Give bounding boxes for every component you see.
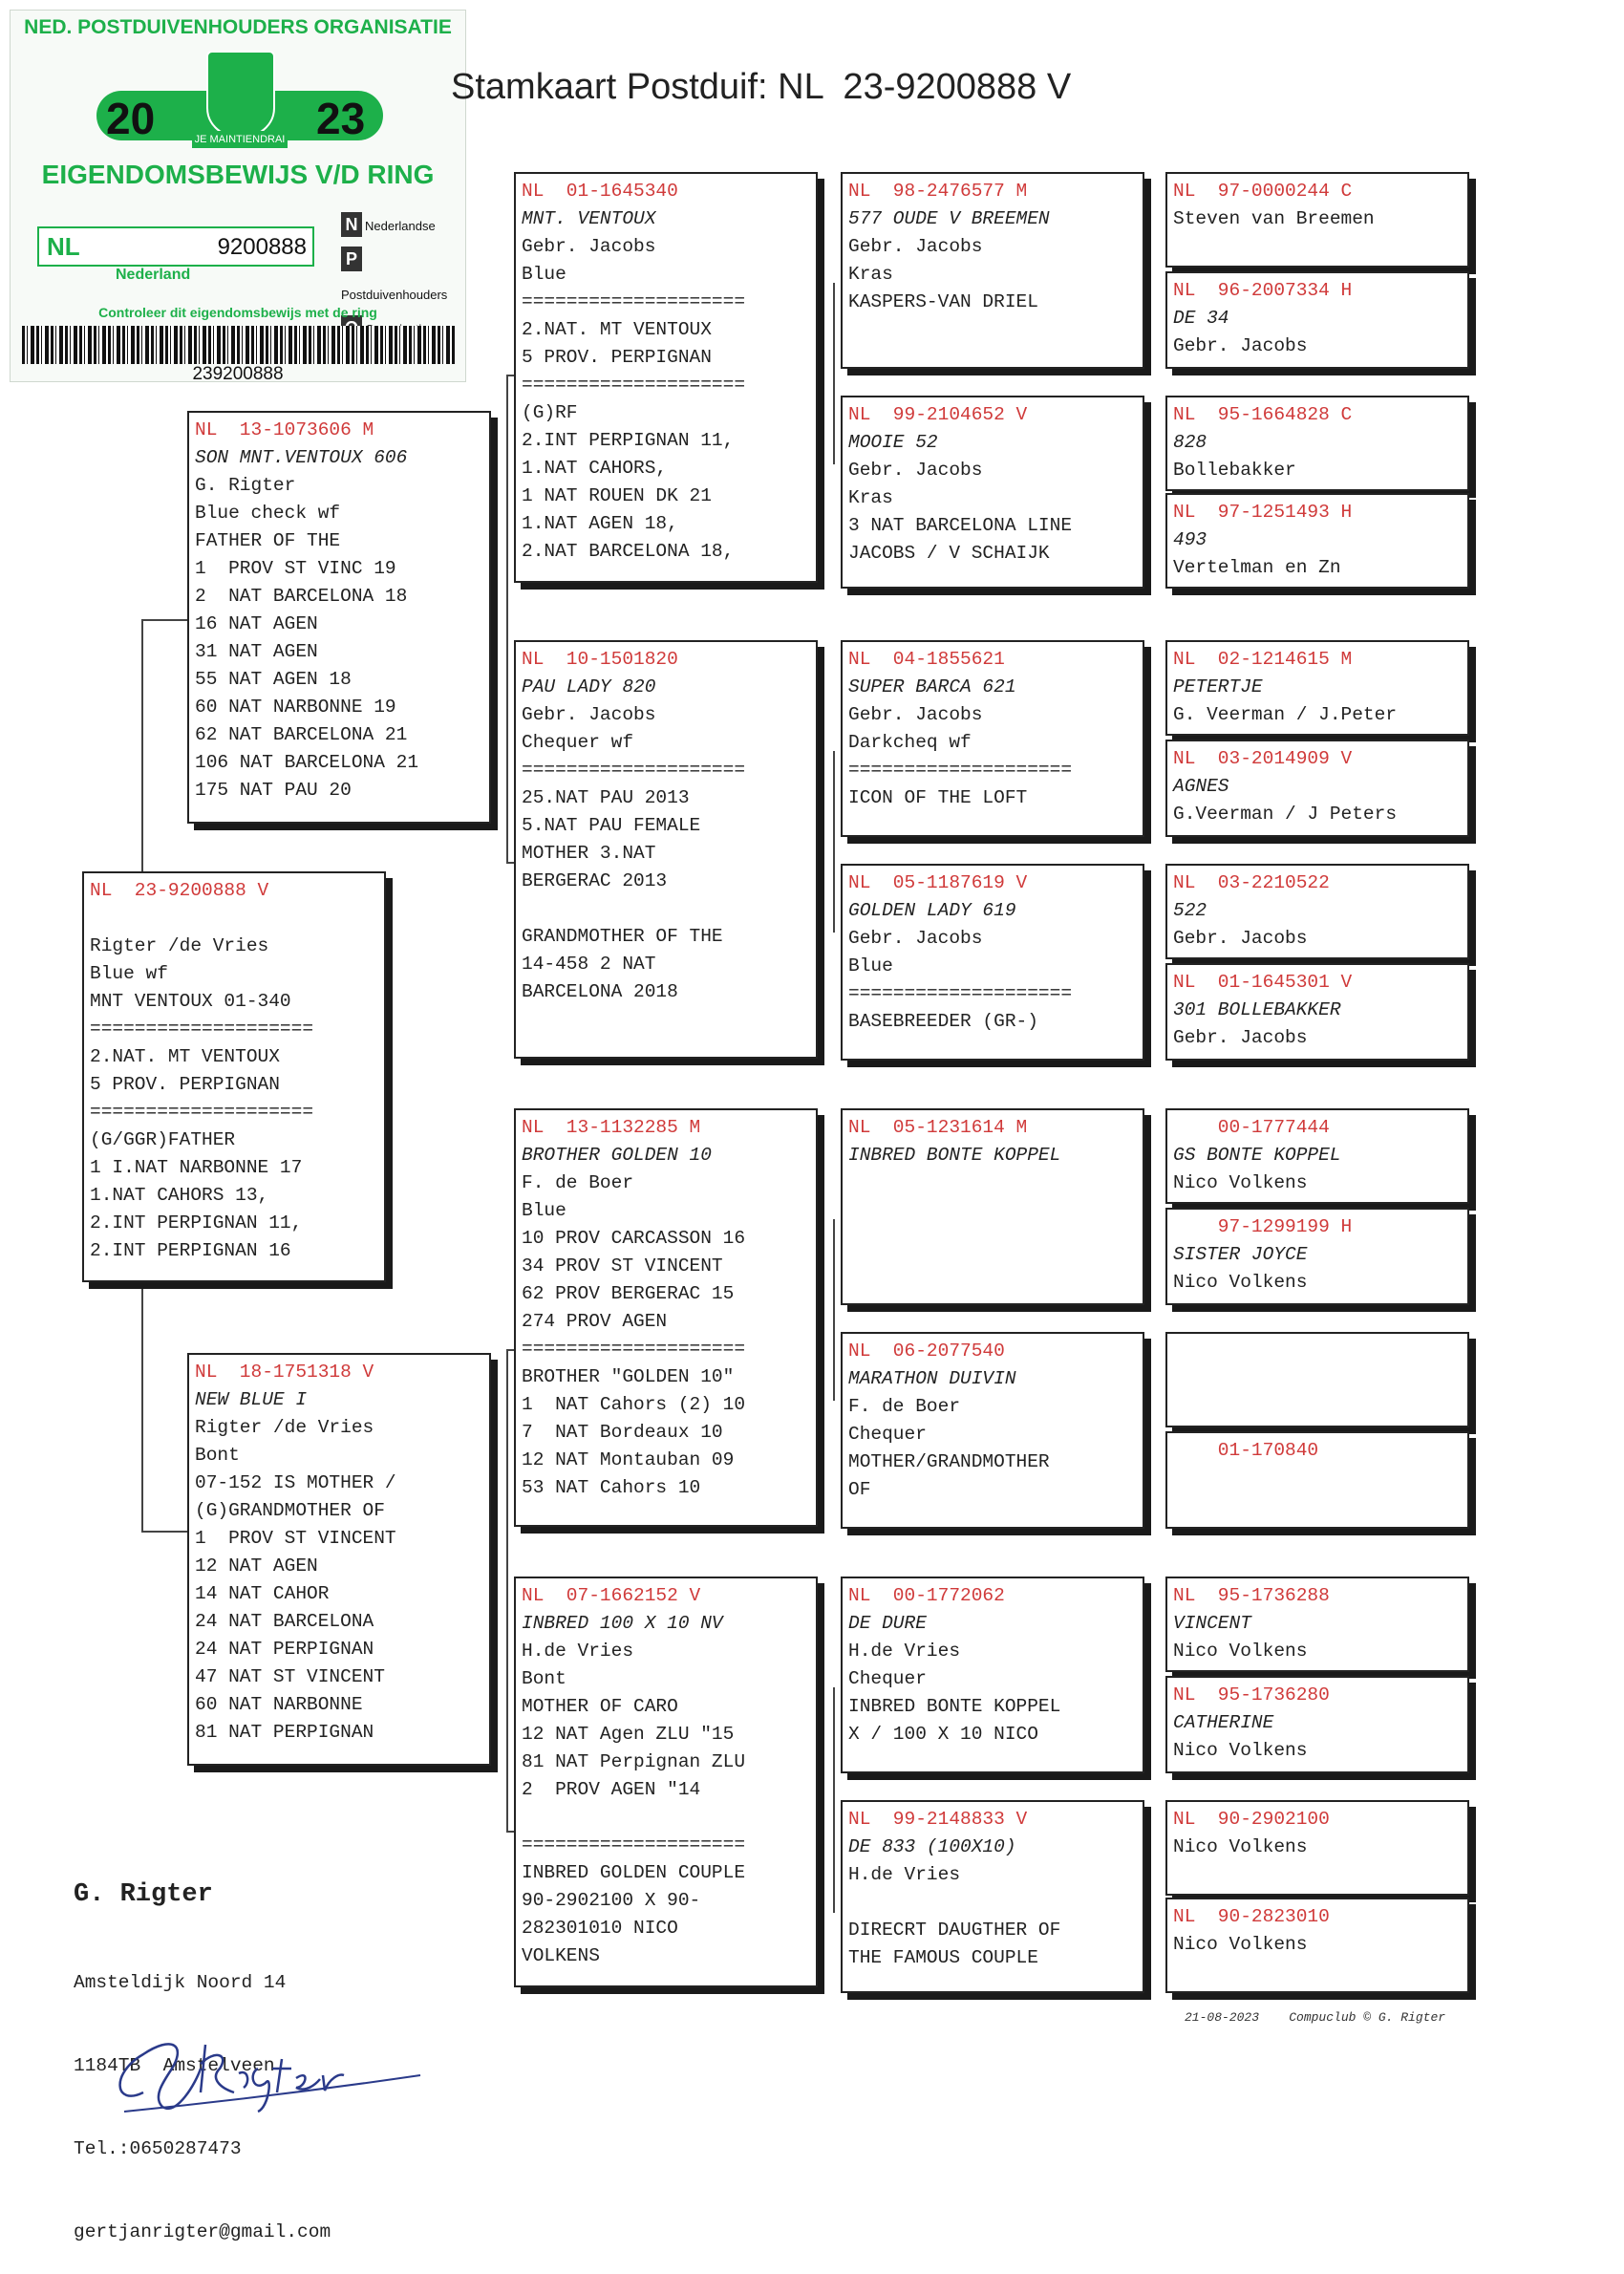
- pigeon-name: CATHERINE: [1173, 1712, 1274, 1733]
- ring-ownership-tag: [10, 10, 466, 382]
- ring-number: NL 18-1751318 V: [195, 1362, 374, 1383]
- pigeon-name: SISTER JOYCE: [1173, 1244, 1308, 1265]
- pigeon-g1: [1165, 172, 1469, 268]
- pigeon-detail-line: 3 NAT BARCELONA LINE: [848, 515, 1073, 536]
- pigeon-detail-line: 175 NAT PAU 20: [195, 780, 352, 801]
- ring-number: NL 02-1214615 M: [1173, 649, 1353, 670]
- pigeon-detail-line: Blue: [848, 955, 893, 976]
- pigeon-detail-line: 14 NAT CAHOR: [195, 1583, 330, 1604]
- pigeon-g14: [1165, 1676, 1469, 1773]
- pigeon-detail-line: 1 NAT ROUEN DK 21: [522, 485, 712, 506]
- pigeon-name: SUPER BARCA 621: [848, 676, 1016, 697]
- pigeon-detail-line: INBRED BONTE KOPPEL: [848, 1696, 1061, 1717]
- pigeon-detail-line: [848, 1889, 1137, 1917]
- pigeon-mother: [187, 1353, 491, 1766]
- pigeon-name: 828: [1173, 432, 1207, 453]
- pigeon-detail-line: THE FAMOUS COUPLE: [848, 1947, 1038, 1968]
- ring-number: NL 05-1187619 V: [848, 872, 1028, 893]
- connector-line: [833, 751, 835, 933]
- pigeon-name: MOOIE 52: [848, 432, 938, 453]
- pigeon-detail-line: ICON OF THE LOFT: [848, 787, 1028, 808]
- ring-number: NL 97-1251493 H: [1173, 502, 1353, 523]
- pigeon-mmf: [841, 1577, 1144, 1773]
- pigeon-mfm: [841, 1332, 1144, 1529]
- pigeon-g4: [1165, 493, 1469, 589]
- pigeon-name: PETERTJE: [1173, 676, 1263, 697]
- pigeon-g10: [1165, 1208, 1469, 1305]
- pigeon-name: AGNES: [1173, 776, 1229, 797]
- npo-line-1: Nederlandse: [365, 219, 436, 233]
- pigeon-detail-line: [90, 905, 378, 933]
- pigeon-detail-line: Nico Volkens: [1173, 1272, 1308, 1293]
- pigeon-detail-line: Nico Volkens: [1173, 1740, 1308, 1761]
- pigeon-detail-line: 5 PROV. PERPIGNAN: [522, 347, 712, 368]
- pigeon-fmf: [841, 640, 1144, 837]
- tag-label: EIGENDOMSBEWIJS V/D RING: [41, 160, 435, 189]
- pigeon-g7: [1165, 864, 1469, 959]
- pigeon-name: NEW BLUE I: [195, 1389, 308, 1410]
- pigeon-detail-line: 90-2902100 X 90-: [522, 1890, 701, 1911]
- pigeon-detail-line: Blue: [522, 264, 566, 285]
- pigeon-detail-line: X / 100 X 10 NICO: [848, 1724, 1038, 1745]
- pigeon-detail-line: G. Veerman / J.Peter: [1173, 704, 1398, 725]
- pigeon-g13: [1165, 1577, 1469, 1672]
- pigeon-fmm: [841, 864, 1144, 1061]
- npo-line-2: Postduivenhouders: [341, 288, 448, 302]
- breeder-email: gertjanrigter@gmail.com: [74, 2221, 331, 2242]
- pigeon-detail-line: FATHER OF THE: [195, 530, 341, 551]
- pigeon-name: 522: [1173, 900, 1207, 921]
- ring-number: NL 01-1645340: [522, 181, 678, 202]
- barcode-number: 239200888: [192, 364, 284, 382]
- pigeon-detail-line: (G/GGR)FATHER: [90, 1129, 236, 1150]
- tag-number: 9200888: [217, 234, 307, 260]
- ring-number: NL 99-2104652 V: [848, 404, 1028, 425]
- pigeon-detail-line: 53 NAT Cahors 10: [522, 1477, 701, 1498]
- pigeon-detail-line: 16 NAT AGEN: [195, 613, 318, 634]
- ring-number: 00-1777444: [1173, 1117, 1330, 1138]
- ring-number: NL 10-1501820: [522, 649, 678, 670]
- pigeon-detail-line: (G)RF: [522, 402, 578, 423]
- pigeon-detail-line: 34 PROV ST VINCENT: [522, 1255, 723, 1276]
- pigeon-detail-line: Nico Volkens: [1173, 1641, 1308, 1662]
- pigeon-detail-line: F. de Boer: [522, 1172, 634, 1193]
- pigeon-detail-line: 62 PROV BERGERAC 15: [522, 1283, 735, 1304]
- tag-org: NED. POSTDUIVENHOUDERS ORGANISATIE: [24, 16, 452, 38]
- pigeon-detail-line: OF: [848, 1479, 871, 1500]
- signature: [105, 2016, 430, 2121]
- pigeon-detail-line: G. Rigter: [195, 475, 296, 496]
- connector-line: [833, 1219, 835, 1401]
- pigeon-detail-line: H.de Vries: [522, 1641, 634, 1662]
- ring-number: NL 95-1736280: [1173, 1684, 1330, 1706]
- pigeon-detail-line: Rigter /de Vries: [90, 935, 269, 956]
- ring-number: NL 13-1132285 M: [522, 1117, 701, 1138]
- ring-number: NL 04-1855621: [848, 649, 1005, 670]
- pigeon-detail-line: INBRED GOLDEN COUPLE: [522, 1862, 746, 1883]
- ring-number: NL 07-1662152 V: [522, 1585, 701, 1606]
- pigeon-detail-line: ====================: [522, 375, 746, 396]
- ring-number: NL 06-2077540: [848, 1341, 1005, 1362]
- ring-number: NL 90-2902100: [1173, 1809, 1330, 1830]
- pigeon-detail-line: Blue wf: [90, 963, 168, 984]
- ring-number: NL 01-1645301 V: [1173, 972, 1353, 993]
- pigeon-detail-line: Chequer wf: [522, 732, 634, 753]
- pigeon-detail-line: G.Veerman / J Peters: [1173, 804, 1398, 825]
- pigeon-detail-line: KASPERS-VAN DRIEL: [848, 291, 1038, 312]
- connector-line: [141, 1531, 191, 1533]
- pigeon-detail-line: Blue: [522, 1200, 566, 1221]
- pigeon-detail-line: Vertelman en Zn: [1173, 557, 1341, 578]
- pigeon-g11: [1165, 1332, 1469, 1427]
- pigeon-detail-line: 24 NAT BARCELONA: [195, 1611, 374, 1632]
- pigeon-detail-line: Kras: [848, 487, 893, 508]
- connector-line: [833, 1687, 835, 1913]
- pigeon-g16: [1165, 1898, 1469, 1993]
- pigeon-g3: [1165, 396, 1469, 491]
- pigeon-detail-line: JACOBS / V SCHAIJK: [848, 543, 1050, 564]
- breeder-address-1: Amsteldijk Noord 14: [74, 1972, 287, 1993]
- pigeon-detail-line: Nico Volkens: [1173, 1836, 1308, 1857]
- pigeon-detail-line: (G)GRANDMOTHER OF: [195, 1500, 385, 1521]
- ring-number: NL 96-2007334 H: [1173, 280, 1353, 301]
- pigeon-name: 577 OUDE V BREEMEN: [848, 208, 1050, 229]
- ring-number: NL 05-1231614 M: [848, 1117, 1028, 1138]
- pigeon-detail-line: 12 NAT Agen ZLU "15: [522, 1724, 735, 1745]
- pigeon-detail-line: MNT VENTOUX 01-340: [90, 991, 291, 1012]
- pigeon-name: SON MNT.VENTOUX 606: [195, 447, 408, 468]
- pigeon-detail-line: DIRECRT DAUGTHER OF: [848, 1920, 1061, 1941]
- pigeon-detail-line: BERGERAC 2013: [522, 870, 668, 891]
- pigeon-detail-line: 25.NAT PAU 2013: [522, 787, 690, 808]
- breeder-phone: Tel.:0650287473: [74, 2138, 242, 2159]
- pigeon-g12: [1165, 1431, 1469, 1529]
- pigeon-name: DE 833 (100X10): [848, 1836, 1016, 1857]
- pigeon-fff: [841, 172, 1144, 369]
- pigeon-detail-line: 14-458 2 NAT: [522, 954, 656, 975]
- pigeon-detail-line: Gebr. Jacobs: [522, 704, 656, 725]
- pigeon-detail-line: ====================: [522, 291, 746, 312]
- pigeon-detail-line: 2.INT PERPIGNAN 16: [90, 1240, 291, 1261]
- pigeon-detail-line: 55 NAT AGEN 18: [195, 669, 352, 690]
- pigeon-detail-line: 24 NAT PERPIGNAN: [195, 1639, 374, 1660]
- pigeon-detail-line: 2.INT PERPIGNAN 11,: [90, 1212, 303, 1234]
- pigeon-detail-line: VOLKENS: [522, 1945, 600, 1966]
- pigeon-detail-line: Gebr. Jacobs: [522, 236, 656, 257]
- pigeon-detail-line: Gebr. Jacobs: [1173, 928, 1308, 949]
- pigeon-name: 301 BOLLEBAKKER: [1173, 999, 1341, 1020]
- pigeon-detail-line: ====================: [522, 1834, 746, 1856]
- pigeon-detail-line: ====================: [90, 1019, 314, 1040]
- pigeon-detail-line: 5.NAT PAU FEMALE: [522, 815, 701, 836]
- pigeon-name: MNT. VENTOUX: [522, 208, 656, 229]
- pigeon-detail-line: MOTHER 3.NAT: [522, 843, 656, 864]
- connector-line: [833, 283, 835, 464]
- ring-number: NL 13-1073606 M: [195, 419, 374, 440]
- pigeon-detail-line: Bollebakker: [1173, 460, 1296, 481]
- pigeon-name: PAU LADY 820: [522, 676, 656, 697]
- pigeon-detail-line: ====================: [848, 760, 1073, 781]
- ring-number: NL 95-1736288: [1173, 1585, 1330, 1606]
- ring-number: NL 97-0000244 C: [1173, 181, 1353, 202]
- ring-number: NL 95-1664828 C: [1173, 404, 1353, 425]
- pigeon-detail-line: Steven van Breemen: [1173, 208, 1375, 229]
- pigeon-detail-line: 274 PROV AGEN: [522, 1311, 668, 1332]
- pigeon-father: [187, 411, 491, 824]
- tag-motto: JE MAINTIENDRAI: [192, 131, 288, 148]
- breeder-address-2: 1184TB Amstelveen: [74, 2055, 275, 2076]
- ring-number: NL 99-2148833 V: [848, 1809, 1028, 1830]
- pigeon-detail-line: 2 PROV AGEN "14: [522, 1779, 701, 1800]
- pigeon-mm: [514, 1577, 818, 1987]
- pigeon-detail-line: [522, 1804, 810, 1832]
- ring-number: 01-170840: [1173, 1440, 1319, 1461]
- pigeon-detail-line: 5 PROV. PERPIGNAN: [90, 1074, 280, 1095]
- pigeon-detail-line: BARCELONA 2018: [522, 981, 678, 1002]
- pigeon-detail-line: 81 NAT Perpignan ZLU: [522, 1751, 746, 1772]
- pigeon-name: BROTHER GOLDEN 10: [522, 1145, 712, 1166]
- pigeon-name: VINCENT: [1173, 1613, 1251, 1634]
- pigeon-name: MARATHON DUIVIN: [848, 1368, 1016, 1389]
- pigeon-subject: [82, 871, 386, 1282]
- pigeon-detail-line: 60 NAT NARBONNE: [195, 1694, 363, 1715]
- ring-number: NL 90-2823010: [1173, 1906, 1330, 1927]
- pigeon-detail-line: Rigter /de Vries: [195, 1417, 374, 1438]
- pigeon-detail-line: 1.NAT CAHORS,: [522, 458, 668, 479]
- pigeon-detail-line: F. de Boer: [848, 1396, 961, 1417]
- pigeon-detail-line: 47 NAT ST VINCENT: [195, 1666, 385, 1687]
- page-title: Stamkaart Postduif: NL 23-9200888 V: [451, 67, 1072, 107]
- pigeon-detail-line: 1 PROV ST VINC 19: [195, 558, 396, 579]
- breeder-name: G. Rigter: [74, 1880, 213, 1909]
- pigeon-g9: [1165, 1108, 1469, 1204]
- tag-nederland: Nederland: [116, 267, 191, 283]
- pigeon-detail-line: 1 I.NAT NARBONNE 17: [90, 1157, 303, 1178]
- pigeon-detail-line: Chequer: [848, 1424, 927, 1445]
- pigeon-detail-line: 106 NAT BARCELONA 21: [195, 752, 419, 773]
- pigeon-ff: [514, 172, 818, 583]
- pigeon-name: GS BONTE KOPPEL: [1173, 1145, 1341, 1166]
- pigeon-detail-line: Gebr. Jacobs: [848, 236, 983, 257]
- connector-line: [506, 375, 508, 862]
- ring-number: NL 03-2014909 V: [1173, 748, 1353, 769]
- pigeon-detail-line: 1 NAT Cahors (2) 10: [522, 1394, 746, 1415]
- pigeon-detail-line: BASEBREEDER (GR-): [848, 1011, 1038, 1032]
- pigeon-g6: [1165, 740, 1469, 837]
- tag-number-box: [37, 226, 314, 267]
- pigeon-detail-line: 31 NAT AGEN: [195, 641, 318, 662]
- pigeon-detail-line: Bont: [522, 1668, 566, 1689]
- pigeon-detail-line: Kras: [848, 264, 893, 285]
- pigeon-detail-line: Bont: [195, 1445, 240, 1466]
- pigeon-g2: [1165, 271, 1469, 369]
- pigeon-detail-line: MOTHER OF CARO: [522, 1696, 678, 1717]
- pigeon-name: INBRED 100 X 10 NV: [522, 1613, 723, 1634]
- pigeon-detail-line: 2 NAT BARCELONA 18: [195, 586, 408, 607]
- pigeon-detail-line: BROTHER "GOLDEN 10": [522, 1366, 735, 1387]
- pigeon-detail-line: 07-152 IS MOTHER /: [195, 1472, 396, 1493]
- tag-country: NL: [47, 232, 80, 261]
- pigeon-detail-line: Gebr. Jacobs: [848, 460, 983, 481]
- pigeon-detail-line: 62 NAT BARCELONA 21: [195, 724, 408, 745]
- barcode: [22, 326, 456, 364]
- pigeon-ffm: [841, 396, 1144, 589]
- pigeon-detail-line: Gebr. Jacobs: [1173, 1027, 1308, 1048]
- pigeon-detail-line: Gebr. Jacobs: [848, 704, 983, 725]
- pigeon-detail-line: [522, 895, 810, 923]
- pigeon-name: DE DURE: [848, 1613, 927, 1634]
- pigeon-detail-line: ====================: [848, 983, 1073, 1004]
- pigeon-detail-line: 1.NAT AGEN 18,: [522, 513, 678, 534]
- pigeon-detail-line: 2.INT PERPIGNAN 11,: [522, 430, 735, 451]
- pigeon-detail-line: H.de Vries: [848, 1641, 961, 1662]
- pigeon-detail-line: 2.NAT. MT VENTOUX: [522, 319, 712, 340]
- pigeon-mmm: [841, 1800, 1144, 1993]
- lion-crest-icon: [206, 51, 275, 137]
- tag-control-text: Controleer dit eigendomsbewijs met de ring: [98, 305, 377, 320]
- pigeon-name: INBRED BONTE KOPPEL: [848, 1145, 1061, 1166]
- pigeon-detail-line: 2.NAT. MT VENTOUX: [90, 1046, 280, 1067]
- pigeon-detail-line: 7 NAT Bordeaux 10: [522, 1422, 723, 1443]
- pigeon-detail-line: GRANDMOTHER OF THE: [522, 926, 723, 947]
- ring-number: NL 00-1772062: [848, 1585, 1005, 1606]
- print-footer: 21-08-2023 Compuclub © G. Rigter: [1185, 2010, 1446, 2025]
- pigeon-detail-line: ====================: [522, 1339, 746, 1360]
- pigeon-detail-line: 10 PROV CARCASSON 16: [522, 1228, 746, 1249]
- ring-number: 97-1299199 H: [1173, 1216, 1353, 1237]
- pigeon-g15: [1165, 1800, 1469, 1896]
- pigeon-mff: [841, 1108, 1144, 1305]
- connector-line: [506, 1349, 508, 1831]
- pigeon-detail-line: H.de Vries: [848, 1864, 961, 1885]
- pigeon-detail-line: Nico Volkens: [1173, 1172, 1308, 1193]
- connector-line: [141, 619, 191, 621]
- pigeon-detail-line: Gebr. Jacobs: [1173, 335, 1308, 356]
- pigeon-detail-line: Blue check wf: [195, 503, 341, 524]
- ring-number: NL 03-2210522: [1173, 872, 1330, 893]
- ring-number: NL 98-2476577 M: [848, 181, 1028, 202]
- tag-year-left: 20: [106, 94, 156, 143]
- pigeon-fm: [514, 640, 818, 1059]
- pigeon-g5: [1165, 640, 1469, 736]
- pigeon-mf: [514, 1108, 818, 1527]
- pigeon-name: GOLDEN LADY 619: [848, 900, 1016, 921]
- pigeon-name: 493: [1173, 529, 1207, 550]
- pigeon-detail-line: Darkcheq wf: [848, 732, 972, 753]
- pigeon-detail-line: 81 NAT PERPIGNAN: [195, 1722, 374, 1743]
- npo-logo: N Nederlandse PPostduivenhouders: [341, 209, 465, 347]
- pigeon-detail-line: 60 NAT NARBONNE 19: [195, 697, 396, 718]
- pigeon-detail-line: Chequer: [848, 1668, 927, 1689]
- pigeon-detail-line: Nico Volkens: [1173, 1934, 1308, 1955]
- pigeon-detail-line: MOTHER/GRANDMOTHER: [848, 1451, 1050, 1472]
- pigeon-detail-line: ====================: [90, 1102, 314, 1123]
- ring-number: NL 23-9200888 V: [90, 880, 269, 901]
- pigeon-detail-line: 1.NAT CAHORS 13,: [90, 1185, 269, 1206]
- tag-year-right: 23: [316, 94, 366, 143]
- pigeon-detail-line: 12 NAT AGEN: [195, 1555, 318, 1577]
- pigeon-detail-line: 12 NAT Montauban 09: [522, 1449, 735, 1470]
- pigeon-detail-line: 282301010 NICO: [522, 1918, 678, 1939]
- pigeon-detail-line: 2.NAT BARCELONA 18,: [522, 541, 735, 562]
- pigeon-g8: [1165, 963, 1469, 1061]
- pigeon-detail-line: Gebr. Jacobs: [848, 928, 983, 949]
- pigeon-detail-line: ====================: [522, 760, 746, 781]
- pigeon-name: DE 34: [1173, 308, 1229, 329]
- pigeon-detail-line: 1 PROV ST VINCENT: [195, 1528, 396, 1549]
